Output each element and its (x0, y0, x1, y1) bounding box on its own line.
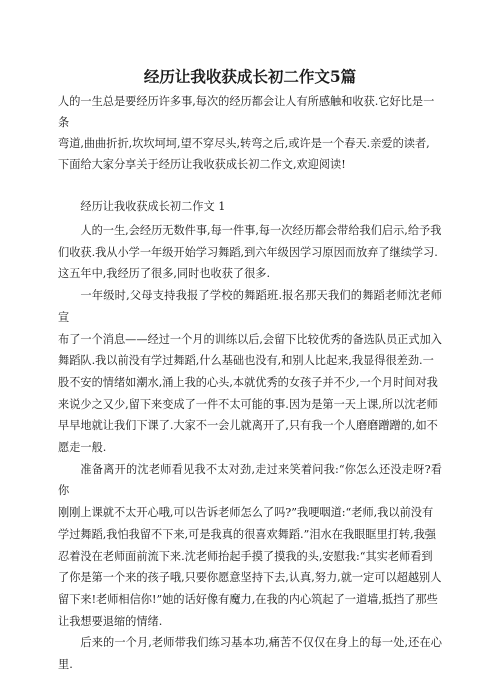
body-paragraph (58, 285, 442, 459)
intro-line: 弯道,曲曲折折,坎坎坷坷,望不穿尽头,转弯之后,或许是一个春天.亲爱的读者, (58, 137, 430, 150)
paragraph-line: 刚刚上课就不太开心哦,可以告诉老师怎么了吗?”我哽咽道:“老师,我以前没有 (58, 506, 434, 520)
paragraph-line: 准备离开的沈老师看见我不太对劲,走过来笑着问我:“你怎么还没走呀?看你 (58, 462, 442, 498)
paragraph-line: 留下来!老师相信你!”她的话好像有魔力,在我的内心筑起了一道墙,抵挡了那些 (58, 592, 438, 606)
body-paragraph (58, 632, 442, 675)
paragraph-line: 股不安的情绪如潮水,涌上我的心头,本就优秀的女孩子并不少,一个月时间对我 (58, 375, 438, 389)
intro-paragraph (58, 91, 442, 175)
paragraph-line: 们收获.我从小学一年级开始学习舞蹈,到六年级因学习原因而放弃了继续学习. (58, 245, 438, 259)
paragraph-line: 忍着没在老师面前流下来.沈老师抬起手摸了摸我的头,安慰我:“其实老师看到 (58, 549, 433, 563)
paragraph-line: 愿走一般. (58, 441, 107, 455)
paragraph-line: 了你是第一个来的孩子哦,只要你愿意坚持下去,认真,努力,就一定可以超越别人 (58, 571, 442, 585)
paragraph-line: 这五年中,我经历了很多,同时也收获了很多. (58, 267, 271, 281)
body-paragraphs (58, 220, 442, 676)
paragraph-line: 一年级时,父母支持我报了学校的舞蹈班.报名那天我们的舞蹈老师沈老师宣 (58, 289, 442, 324)
paragraph-line: 舞蹈队.我以前没有学过舞蹈,什么基础也没有,和别人比起来,我显得很差劲.一 (58, 354, 434, 368)
paragraph-line: 后来的一个月,老师带我们练习基本功,痛苦不仅仅在身上的每一处,还在心里. (58, 636, 442, 672)
paragraph-line: 来说少之又少,留下来变成了一件不太可能的事.因为是第一天上课,所以沈老师 (58, 397, 438, 411)
section-heading: 经历让我收获成长初二作文 1 (80, 200, 226, 213)
paragraph-line: 早早地就让我们下课了.大家不一会儿就离开了,只有我一个人磨磨蹭蹭的,如不 (58, 419, 438, 433)
body-paragraph (58, 220, 442, 285)
intro-line: 人的一生总是要经历许多事,每次的经历都会让人有所感触和收获.它好比是一条 (58, 95, 435, 129)
document-title: 经历让我收获成长初二作文5篇 (143, 67, 357, 86)
paragraph-line: 布了一个消息——经过一个月的训练以后,会留下比较优秀的备选队员正式加入 (58, 332, 442, 346)
paragraph-line: 让我想要退缩的情绪. (58, 614, 163, 628)
paragraph-line: 学过舞蹈,我怕我留不下来,可是我真的很喜欢舞蹈.”泪水在我眼眶里打转,我强 (58, 527, 436, 541)
intro-line: 下面给大家分享关于经历让我收获成长初二作文,欢迎阅读! (58, 158, 346, 171)
paragraph-line: 人的一生,会经历无数件事,每一件事,每一次经历都会带给我们启示,给予我 (80, 224, 442, 237)
body-paragraph (58, 459, 442, 633)
